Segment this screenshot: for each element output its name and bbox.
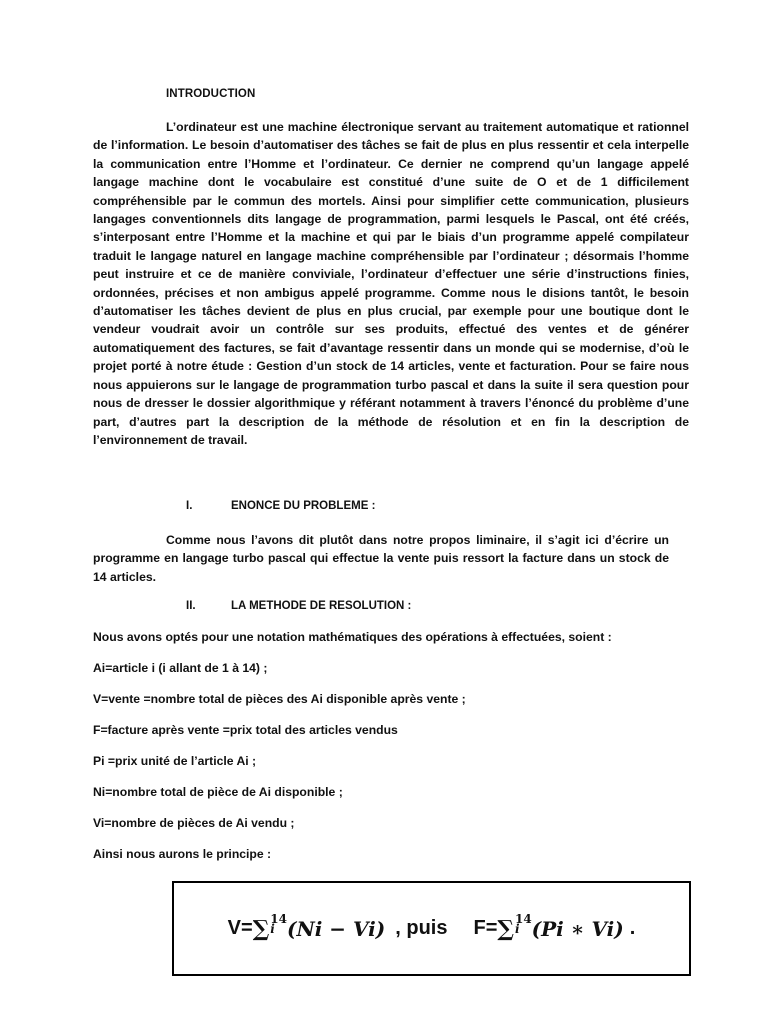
formula-f-sigma: ∑ (497, 915, 514, 942)
formula-v-upper: 14 (270, 911, 287, 926)
formula-f-expression: (Pi ∗ Vi) (531, 916, 624, 941)
formula-f-limits (514, 911, 532, 936)
section-2-number: II. (186, 600, 196, 612)
definition-ni: Ni=nombre total de pièce de Ai disponible ; (93, 785, 343, 799)
definition-pi: Pi =prix unité de l’article Ai ; (93, 754, 257, 768)
principle-intro: Ainsi nous aurons le principe : (93, 847, 272, 861)
formula-end: . (629, 917, 636, 939)
formula-box (172, 881, 691, 976)
definition-vi: Vi=nombre de pièces de Ai vendu ; (93, 816, 295, 830)
formula-puis: , puis (395, 917, 448, 939)
definition-f: F=facture après vente =prix total des articles vendus (93, 723, 398, 737)
introduction-paragraph: L’ordinateur est une machine électronique servant au traitement automatique et rationnel de l’information. Le besoin d’automatiser des tâches se fait de plus en plus ressentir et cela interpelle la communication entre l’Homme et l’ordinateur. Ce dernier ne comprend qu’un langage appelé langage machine dont le vocabulaire est constitué d’une suite de O et de 1 difficilement compréhensible par le commun des mortels. Ainsi pour simplifier cette communication, plusieurs langages conventionnels dits langage de programmation, parmi lesquels le Pascal, ont été créés, s’interposant entre l’Homme et la machine et qui par le biais d’un programme appelé compilateur traduit le langage naturel en langage machine compréhensible par l’ordinateur ; désormais l’homme peut instruire et ce de manière conviviale, l’ordinateur d’effectuer une série d’instructions finies, ordonnées, précises et non ambigus appelé programme. Comme nous le disions tantôt, le besoin d’automatiser les tâches devient de plus en plus crucial, par exemple pour une boutique dont le vendeur voudrait avoir un contrôle sur ses produits, effectué des ventes et de générer automatiquement des factures, se fait d’avantage ressentir dans un monde qui se modernise, d’où le projet porté à notre étude : Gestion d’un stock de 14 articles, vente et facturation. Pour se faire nous nous appuierons sur le langage de programmation turbo pascal et dans la suite il sera question pour nous de dresser le dossier algorithmique y référant notamment à travers l’énoncé du problème d’une part, d’autres part la description de la méthode de résolution et en fin la description de l’environnement de travail. (93, 120, 689, 447)
formula-f-upper: 14 (514, 911, 532, 926)
formula-v-lower: i (270, 921, 275, 936)
definition-ai: Ai=article i (i allant de 1 à 14) ; (93, 661, 268, 675)
section-1-number: I. (186, 500, 193, 512)
formula (227, 911, 636, 942)
formula-v-limits (270, 911, 287, 936)
formula-v-expression: (Ni − Vi) (286, 916, 386, 941)
introduction-heading: INTRODUCTION (166, 88, 256, 100)
section-2-title: LA METHODE DE RESOLUTION : (231, 600, 412, 612)
definition-v: V=vente =nombre total de pièces des Ai disponible après vente ; (93, 692, 466, 706)
section-1-paragraph: Comme nous l’avons dit plutôt dans notre propos liminaire, il s’agit ici d’écrire un programme en langage turbo pascal qui effectue la vente puis ressort la facture dans un stock de 14 articles. (93, 533, 669, 584)
notation-intro: Nous avons optés pour une notation mathématiques des opérations à effectuées, soient : (93, 630, 612, 644)
formula-f-lower: i (514, 921, 520, 936)
formula-f-label: F= (473, 917, 498, 939)
formula-v-label: V= (227, 917, 253, 939)
section-1-title: ENONCE DU PROBLEME : (231, 500, 376, 512)
formula-v-sigma: ∑ (252, 915, 270, 942)
